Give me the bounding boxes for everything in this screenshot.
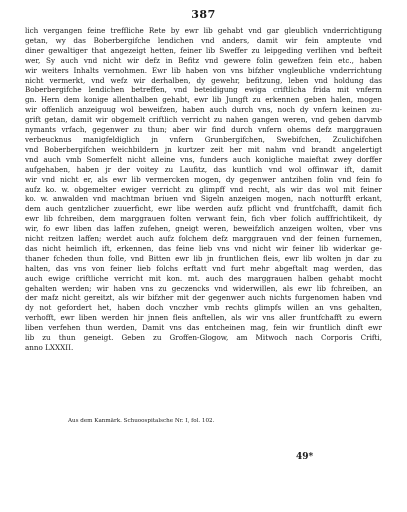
text-line: das nicht heimlich ift, erkennen, das feine lieb vns vnd nicht wir feiner lib widerkar ge-	[25, 243, 382, 253]
body-text	[25, 26, 382, 353]
text-line: gehalten werden; wir haben vns zu geczencks vnd widerwillen, als ewr lib fchreiben, an	[25, 283, 382, 293]
text-line: grift getan, damit wir obgemelt criftlich verricht zu nahen gangen weren, vnd geben darvmb	[25, 115, 382, 125]
text-line: nicht reitzen laffen; werdet auch aufz folchem defz marggrauen vnd der feinen furnemen,	[25, 234, 382, 244]
text-line: gn. Hern dem konige allenthalben gehabt, ewr lib Jungft zu erkennen geben halen, mogen	[25, 95, 382, 105]
text-line: lib zu thun geneigt. Geben zu Groffen-Glogow, am Mitwoch nach Corporis Crifti,	[25, 333, 382, 343]
text-line: vnd Boberbergifchen weichbildern jn kurtzer zeit her mit nahm vnd brandt angelertigt	[25, 144, 382, 154]
text-line: verhofft, ewr liben werden hir jnnen fleis anftellen, als wir vns aller fruntfchafft zu ewern	[25, 313, 382, 323]
text-line: dy not gefordert het, haben doch vnczher vmb rechts glimpfs willen an vns gehalten,	[25, 303, 382, 313]
text-line: liben verfehen thun werden, Damit vns das entcheinen mag, fein wir fruntlich dinft ewr	[25, 323, 382, 333]
text-line: halten, das vns von feiner lieb folchs erftatt vnd furt mehr abgeftalt mag werden, das	[25, 263, 382, 273]
text-line: wir weiters Inhalts vernohmen. Ewr lib haben von vns bifzher vngleubliche vnderrichtung	[25, 65, 382, 75]
footnote: Aus dem Kanmärk. Schuoospitalsche Nr. I, fol. 102.	[68, 418, 215, 424]
text-line: anno LXXXII.	[25, 343, 74, 352]
text-line: wir, fo ewr liben das laffen zufehen, gneigt weren, beweifzlich anzeigen wolten, vber vns	[25, 224, 382, 234]
page-number: 387	[191, 8, 216, 21]
text-line: wir vnd nicht er, als ewr lib vermercken mogen, dy gegenwer antzihen folin vnd fein fo	[25, 174, 382, 184]
text-line: vnd auch vmb Somerfelt nicht alleine vns, funders auch konigliche maieftat zwey dorffer	[25, 154, 382, 164]
text-line: nicht vermerkt, vnd wefz wir derhalben, dy gewehr, befitzung, leben vnd holdung das	[25, 75, 382, 85]
text-line: nymants vrfach, gegenwer zu thun; aber wir find durch vnfern ohems defz marggrauen	[25, 125, 382, 135]
text-line: ewr lib fchreiben, dem marggrauen folten verwant fein, fich vber folich aufffrichtikeit, dy	[25, 214, 382, 224]
text-line: wir offenlich anzeiguug wol beweifzen, haben auch durch vns, noch dy vnfern keinen zu-	[25, 105, 382, 115]
text-line: getan, wy das Boberbergifche lendichen vnd anders, damit wir fein ampteute vnd	[25, 35, 382, 45]
text-line: aufgehaben, haben jr der voitey zu Laufitz, das kuntlich vnd wol offinwar ift, damit	[25, 164, 382, 174]
text-line: auch ewige criftliche verricht mit kon. mt. auch des marggrauen halben gehabt mocht	[25, 273, 382, 283]
text-line: lich vergangen feine treffliche Rete by ewr lib gehabt vnd gar gleublich vnderrichtigung	[25, 26, 382, 35]
text-line: dem auch gentzlicher zuuerficht, ewr libe werden aufz pflicht vnd fruntfchafft, damit fich	[25, 204, 382, 214]
text-line: Boberbergifche lendichen betreffen, vnd beteidigung ewiga criftlicha frida mit vnferm	[25, 85, 382, 95]
text-line: der mafz nicht gereitzt, als wir bifzher mit der gegenwer auch nichts furgenomen haben vnd	[25, 293, 382, 303]
text-line: diner gewaltiger that angezeigt hetten, feiner lib Sweffer zu leipgeding verlihen vnd befteit	[25, 45, 382, 55]
text-line: ko. w. anwalden vnd machtman briuen vnd Sigeln anzeigen mogen, nach notturfft erkant,	[25, 194, 382, 204]
text-line: verbeucknus manigfeldiglich jn vnfern Grunbergifchen, Swebifchen, Zculichifchen	[25, 134, 382, 144]
text-line: wer, Sy auch vnd nicht wir defz in Befitz vnd gewere folin gewefzen fein etc., haben	[25, 55, 382, 65]
signature-mark: 49*	[296, 452, 314, 462]
text-line: thaner fcheden thun folle, vnd Bitten ewr lib jn fruntlichen fleis, ewr lib wolten jn dar zu	[25, 253, 382, 263]
text-line: aufz ko. w. obgemelter ewiger verricht zu glimpff vnd recht, als wir das wol mit feiner	[25, 184, 382, 194]
